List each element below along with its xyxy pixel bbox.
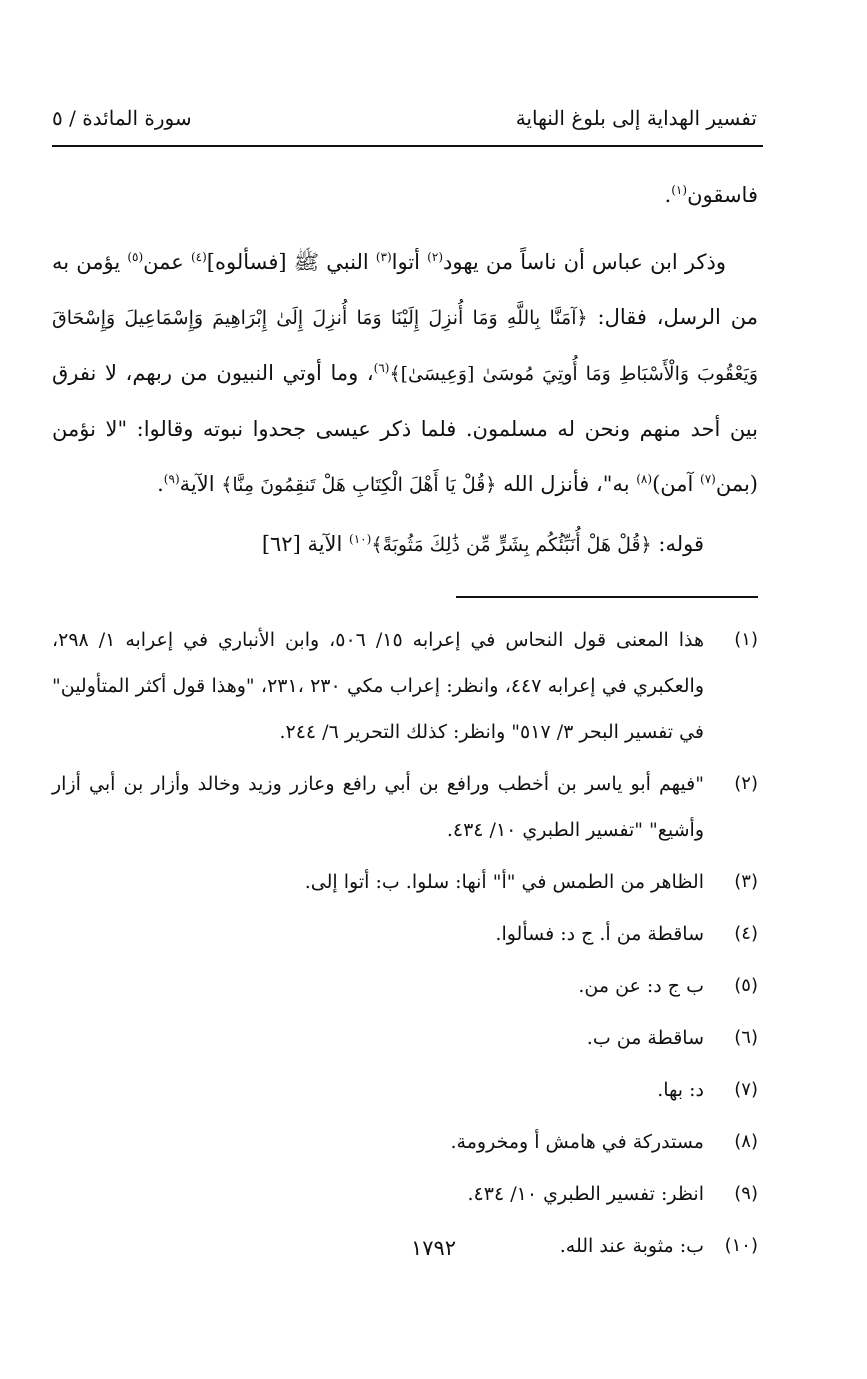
- quran-quote: ﴿آمَنَّا بِاللَّهِ وَمَا أُنزِلَ إِلَيْنَا وَمَا أُنزِلَ إِلَىٰ إِبْرَاهِيمَ وَإِسْمَاعِيلَ وَإِسْحَاقَ وَيَعْقُوبَ وَالْأَسْبَاطِ وَمَا أُوتِيَ مُوسَىٰ [وَعِيسَىٰ]﴾: [52, 307, 759, 385]
- running-header: [52, 98, 757, 138]
- surah-label: سورة المائدة / ٥: [52, 106, 192, 130]
- footnote-ref: (٧): [700, 472, 716, 486]
- footnote-number: (٣): [734, 871, 758, 892]
- book-title: تفسير الهداية إلى بلوغ النهاية: [515, 106, 757, 130]
- footnote-ref: (١): [671, 183, 688, 197]
- footnote-text: ب ج د: عن من.: [578, 975, 704, 997]
- footnote-ref: (٢): [427, 250, 443, 264]
- footnote-ref: (٤): [190, 250, 207, 264]
- footnote-text: ب: مثوبة عند الله.: [559, 1235, 704, 1257]
- footnote-number: (٧): [734, 1079, 758, 1100]
- footnote-ref: (٩): [163, 472, 180, 486]
- footnote: [52, 1015, 758, 1061]
- footnote: [52, 761, 758, 853]
- paragraph-verse-62: قوله: ﴿قُلْ هَلْ أُنَبِّئُكُم بِشَرٍّ مِّن ذَٰلِكَ مَثُوبَةً﴾$^{(١٠)}$ الآية [٦٢]: [261, 532, 704, 556]
- paragraph-ibn-abbas: وذكر ابن عباس أن ناساً من يهود$^{(٢)}$ أتوا$^{(٣)}$ النبي ﷺ [فسألوه]$^{(٤)}$ عمن$^{(٥)}$ يؤمن به من الرسل، فقال: ﴿آمَنَّا بِاللَّهِ وَمَا أُنزِلَ إِلَيْنَا وَمَا أُنزِلَ إِلَىٰ إِبْرَاهِيمَ وَإِسْمَاعِيلَ وَإِسْحَاقَ وَيَعْقُوبَ وَالْأَسْبَاطِ وَمَا أُوتِيَ مُوسَىٰ [وَعِيسَىٰ]﴾$^{(٦)}$، وما أوتي النبيون من ربهم، لا نفرق بين أحد منهم ونحن له مسلمون. فلما ذكر عيسى جحدوا نبوته وقالوا: "لا نؤمن (بمن$^{(٧)}$ آمن)$^{(٨)}$ به"، فأنزل الله ﴿قُلْ يَا أَهْلَ الْكِتَابِ هَلْ تَنقِمُونَ مِنَّا﴾ الآية$^{(٩)}$.: [52, 250, 759, 496]
- footnote: [52, 1171, 758, 1217]
- footnote-ref: (١٠): [349, 532, 372, 546]
- footnote: [52, 1119, 758, 1165]
- footnote-number: (٦): [734, 1027, 758, 1048]
- footnote-number: (١): [734, 629, 758, 650]
- header-rule: [52, 145, 763, 147]
- footnote-text: د: بها.: [657, 1079, 704, 1101]
- footnote: [52, 963, 758, 1009]
- footnote-text: مستدركة في هامش أ ومخرومة.: [450, 1131, 704, 1153]
- footnote-number: (٩): [734, 1183, 758, 1204]
- quran-quote: ﴿قُلْ يَا أَهْلَ الْكِتَابِ هَلْ تَنقِمُونَ مِنَّا﴾: [221, 474, 497, 496]
- footnote-number: (٤): [734, 923, 758, 944]
- footnote-number: (٥): [734, 975, 758, 996]
- footnote-text: ساقطة من ب.: [586, 1027, 704, 1049]
- footnote-number: (٨): [734, 1131, 758, 1152]
- quran-quote: ﴿قُلْ هَلْ أُنَبِّئُكُم بِشَرٍّ مِّن ذَٰلِكَ مَثُوبَةً﴾: [371, 534, 652, 556]
- footnote-text: هذا المعنى قول النحاس في إعرابه ١٥/ ٥٠٦، وابن الأنباري في إعرابه ١/ ٢٩٨، والعكبري في إعرابه ٤٤٧، وانظر: إعراب مكي ٢٣٠ ،٢٣١، "وهذا قول أكثر المتأولين" في تفسير البحر ٣/ ٥١٧" وانظر: كذلك التحرير ٦/ ٢٤٤.: [52, 629, 705, 743]
- footnote-number: (١٠): [724, 1235, 758, 1256]
- footnote-separator: [456, 596, 758, 598]
- main-text: [52, 168, 758, 573]
- footnote-text: الظاهر من الطمس في "أ" أنها: سلوا. ب: أتوا إلى.: [304, 871, 704, 893]
- footnote: [52, 617, 758, 755]
- footnote-text: انظر: تفسير الطبري ١٠/ ٤٣٤.: [467, 1183, 704, 1205]
- footnote: [52, 911, 758, 957]
- footnotes: [52, 617, 758, 1275]
- footnote: [52, 859, 758, 905]
- footnote-ref: (٥): [127, 250, 144, 264]
- footnote-number: (٢): [734, 773, 758, 794]
- page-number: ١٧٩٢: [410, 1236, 457, 1260]
- footnote-ref: (٨): [636, 472, 653, 486]
- footnote-ref: (٦): [373, 361, 390, 375]
- footnote-text: "فيهم أبو ياسر بن أخطب ورافع بن أبي رافع وعازر وزيد وخالد وأزار بن أبي أزار وأشيع" "تفسير الطبري ١٠/ ٤٣٤.: [52, 773, 704, 841]
- continuation-line: فاسقون$^{(١)}$.: [664, 183, 758, 207]
- footnote: [52, 1067, 758, 1113]
- footnote-ref: (٣): [375, 250, 392, 264]
- footnote-text: ساقطة من أ. ج د: فسألوا.: [495, 923, 704, 945]
